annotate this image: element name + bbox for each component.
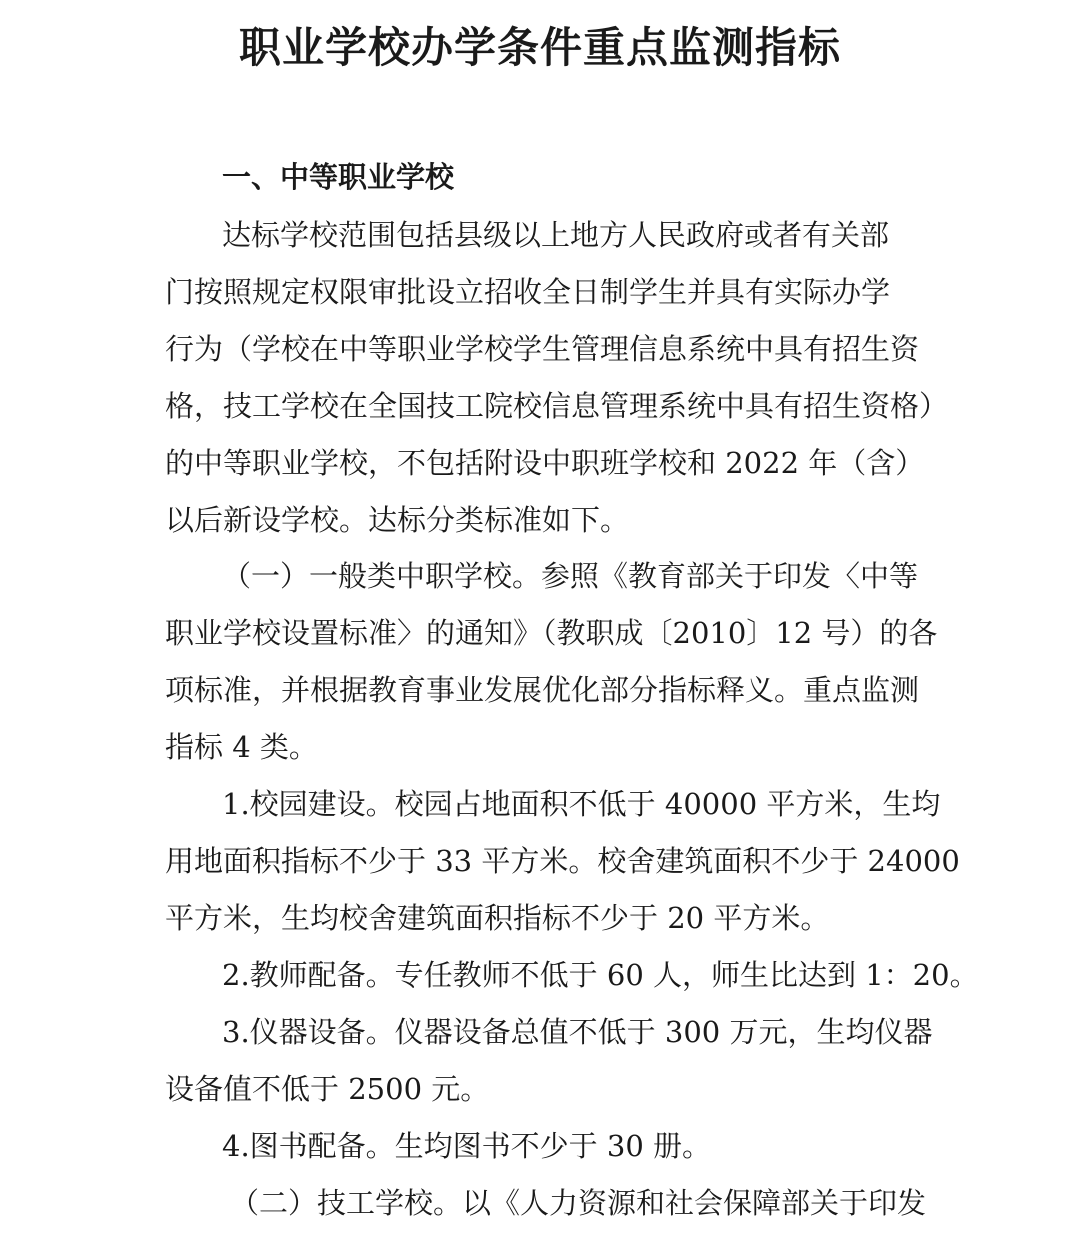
text-line-2: 门按照规定权限审批设立招收全日制学生并具有实际办学 — [165, 275, 891, 309]
document-title: 职业学校办学条件重点监测指标 — [238, 23, 841, 72]
text-line-13: 平方米，生均校舍建筑面积指标不少于 20 平方米。 — [165, 901, 830, 935]
text-line-11: 1.校园建设。校园占地面积不低于 40000 平方米，生均 — [222, 787, 941, 821]
text-line-17: 4.图书配备。生均图书不少于 30 册。 — [222, 1129, 712, 1163]
text-line-16: 设备值不低于 2500 元。 — [165, 1072, 490, 1106]
text-line-9: 项标准，并根据教育事业发展优化部分指标释义。重点监测 — [165, 673, 920, 707]
text-line-1: 达标学校范围包括县级以上地方人民政府或者有关部 — [222, 218, 890, 252]
section-heading: 一、中等职业学校 — [222, 160, 455, 194]
text-line-10: 指标 4 类。 — [165, 730, 318, 764]
text-line-4: 格，技工学校在全国技工院校信息管理系统中具有招生资格） — [165, 389, 949, 423]
text-line-12: 用地面积指标不少于 33 平方米。校舍建筑面积不少于 24000 — [165, 844, 960, 878]
text-line-18: （二）技工学校。以《人力资源和社会保障部关于印发 — [230, 1186, 927, 1220]
text-line-3: 行为（学校在中等职业学校学生管理信息系统中具有招生资 — [165, 332, 920, 366]
text-line-8: 职业学校设置标准〉的通知》（教职成〔2010〕12 号）的各 — [165, 616, 938, 650]
text-line-7: （一）一般类中职学校。参照《教育部关于印发〈中等 — [222, 559, 919, 593]
text-line-15: 3.仪器设备。仪器设备总值不低于 300 万元，生均仪器 — [222, 1015, 933, 1049]
text-line-14: 2.教师配备。专任教师不低于 60 人，师生比达到 1：20。 — [222, 958, 979, 992]
text-line-5: 的中等职业学校，不包括附设中职班学校和 2022 年（含） — [165, 446, 925, 480]
text-line-6: 以后新设学校。达标分类标准如下。 — [165, 503, 630, 537]
